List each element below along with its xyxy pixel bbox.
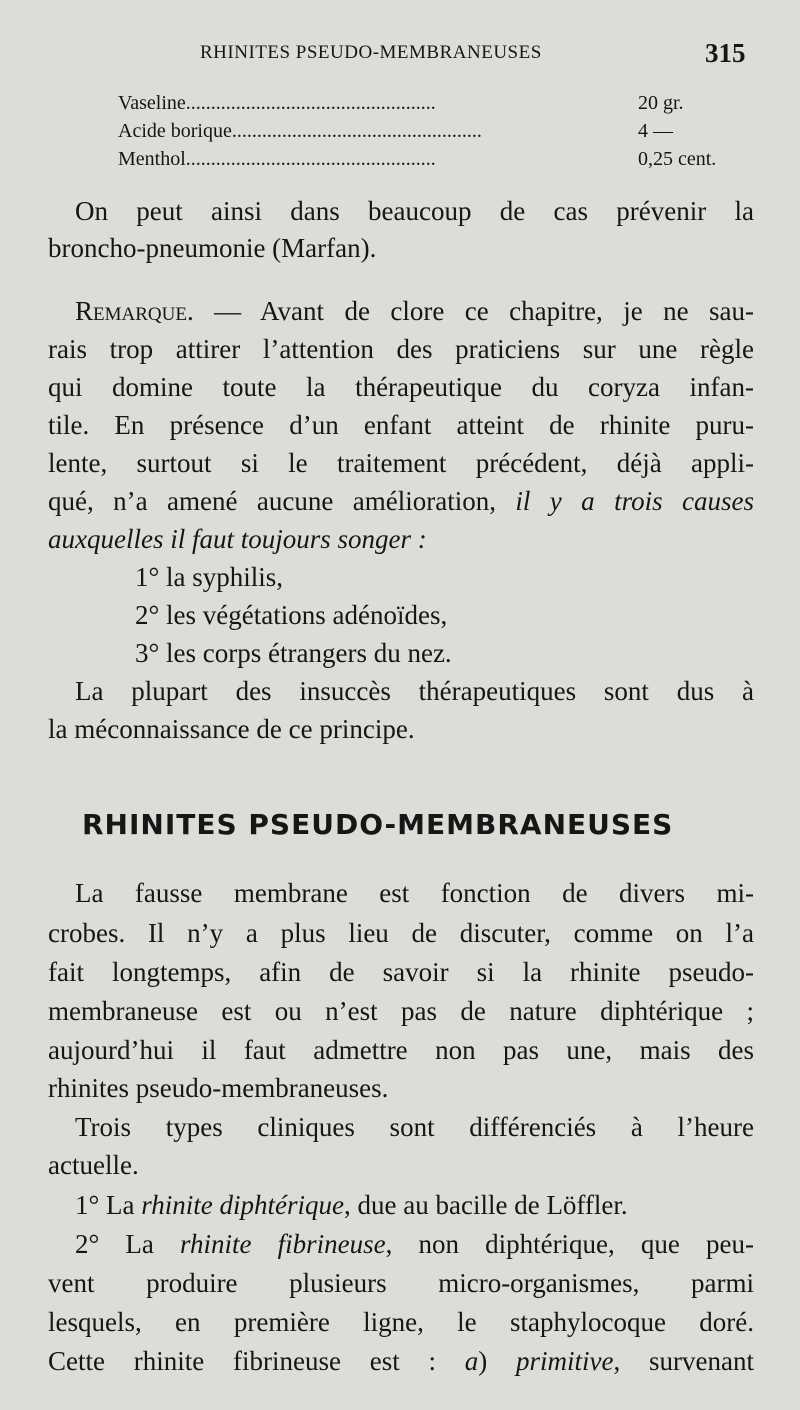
text-line: Trois types cliniques sont différenciés à l’heure [75,1112,754,1142]
running-title: RHINITES PSEUDO-MEMBRANEUSES [200,42,542,63]
list-item: 2° La rhinite fibrineuse, non diphtérique, que peu- [75,1229,754,1259]
list-item: 1° la syphilis, [135,562,284,592]
text-line: La plupart des insuccès thérapeutiques sont dus à [75,676,754,706]
text-line: vent produire plusieurs micro-organismes, parmi [48,1268,754,1298]
text-line: qué, n’a amené aucune amélioration, il y a trois causes [48,486,754,516]
text-line: qui domine toute la thérapeutique du coryza infan- [48,372,754,402]
list-item: 1° La rhinite diphtérique, due au bacille de Löffler. [75,1190,628,1220]
ingredient-name: Vaseline [118,92,186,114]
ingredient-amount: 20 gr. [638,92,684,114]
ingredient-amount: 4 — [638,120,673,142]
text-line: actuelle. [48,1150,139,1180]
text-line [48,524,754,555]
text-line: membraneuse est ou n’est pas de nature diphtérique ; [48,996,754,1026]
emphasis: primitive [516,1346,614,1376]
ingredient-name: Acide borique [118,120,232,142]
text-line: lesquels, en première ligne, le staphylocoque doré. [48,1307,754,1337]
list-item: 3° les corps étrangers du nez. [135,638,452,668]
emphasis: rhinite diphtérique [141,1190,345,1220]
text-line: la méconnaissance de ce principe. [48,714,415,744]
text-line: rhinites pseudo-membraneuses. [48,1073,389,1103]
text-line: fait longtemps, afin de savoir si la rhinite pseudo- [48,957,754,987]
text-line: Remarque. — Avant de clore ce chapitre, je ne sau- [75,296,754,326]
book-page: RHINITES PSEUDO-MEMBRANEUSES 315 Vaseline.................................................. 20 gr. Acide borique.................................................. 4 — Menthol.................................................. 0,25 cent. On peut ainsi dans beaucoup de cas prévenir la broncho-pneumonie (Marfan). Remarque. — Avant de clore ce chapitre, je ne sau- rais trop attirer l’attention des praticiens sur une règle qui domine toute la thérapeutique du coryza infan- tile. En présence d’un enfant atteint de rhinite puru- lente, surtout si le traitement précédent, déjà appli- qué, n’a amené aucune amélioration, il y a trois causes auxquelles il faut toujours songer : 1° la syphilis, 2° les végétations adénoïdes, 3° les corps étrangers du nez. La plupart des insuccès thérapeutiques sont dus à la méconnaissance de ce principe. RHINITES PSEUDO-MEMBRANEUSES La fausse membrane est fonction de divers mi- crobes. Il n’y a plus lieu de discuter, comme on l’a fait longtemps, afin de savoir si la rhinite pseudo- membraneuse est ou n’est pas de nature diphtérique ; aujourd’hui il faut admettre non pas une, mais des rhinites pseudo-membraneuses. Trois types cliniques sont différenciés à l’heure actuelle. 1° La rhinite diphtérique, due au bacille de Löffler. 2° La rhinite fibrineuse, non diphtérique, que peu- vent produire plusieurs micro-organismes, parmi lesquels, en première ligne, le staphylocoque doré. Cette rhinite fibrineuse est : a) primitive, survenant [48,38,755,1376]
text-line: On peut ainsi dans beaucoup de cas prévenir la [75,196,754,226]
section-heading: RHINITES PSEUDO-MEMBRANEUSES [82,808,674,841]
text-line: broncho-pneumonie (Marfan). [48,233,377,263]
text-line: La fausse membrane est fonction de divers mi- [75,878,754,908]
page-number: 315 [705,38,746,68]
text-line: rais trop attirer l’attention des praticiens sur une règle [48,334,754,364]
list-item: 2° les végétations adénoïdes, [135,600,448,630]
emphasis: auxquelles il faut toujours songer : [48,524,427,554]
emphasis: il y a trois causes [515,486,754,516]
text-line: aujourd’hui il faut admettre non pas une, mais des [48,1035,754,1065]
text-line: crobes. Il n’y a plus lieu de discuter, comme on l’a [48,918,754,948]
remark-label: Remarque. [75,296,194,326]
emphasis: rhinite fibrineuse [180,1229,386,1259]
text-line: Cette rhinite fibrineuse est : a) primitive, survenant [48,1346,755,1376]
text-line: lente, surtout si le traitement précédent, déjà appli- [48,448,754,478]
ingredient-amount: 0,25 cent. [638,148,717,170]
text-line: tile. En présence d’un enfant atteint de rhinite puru- [48,410,754,440]
ingredient-name: Menthol [118,148,186,170]
